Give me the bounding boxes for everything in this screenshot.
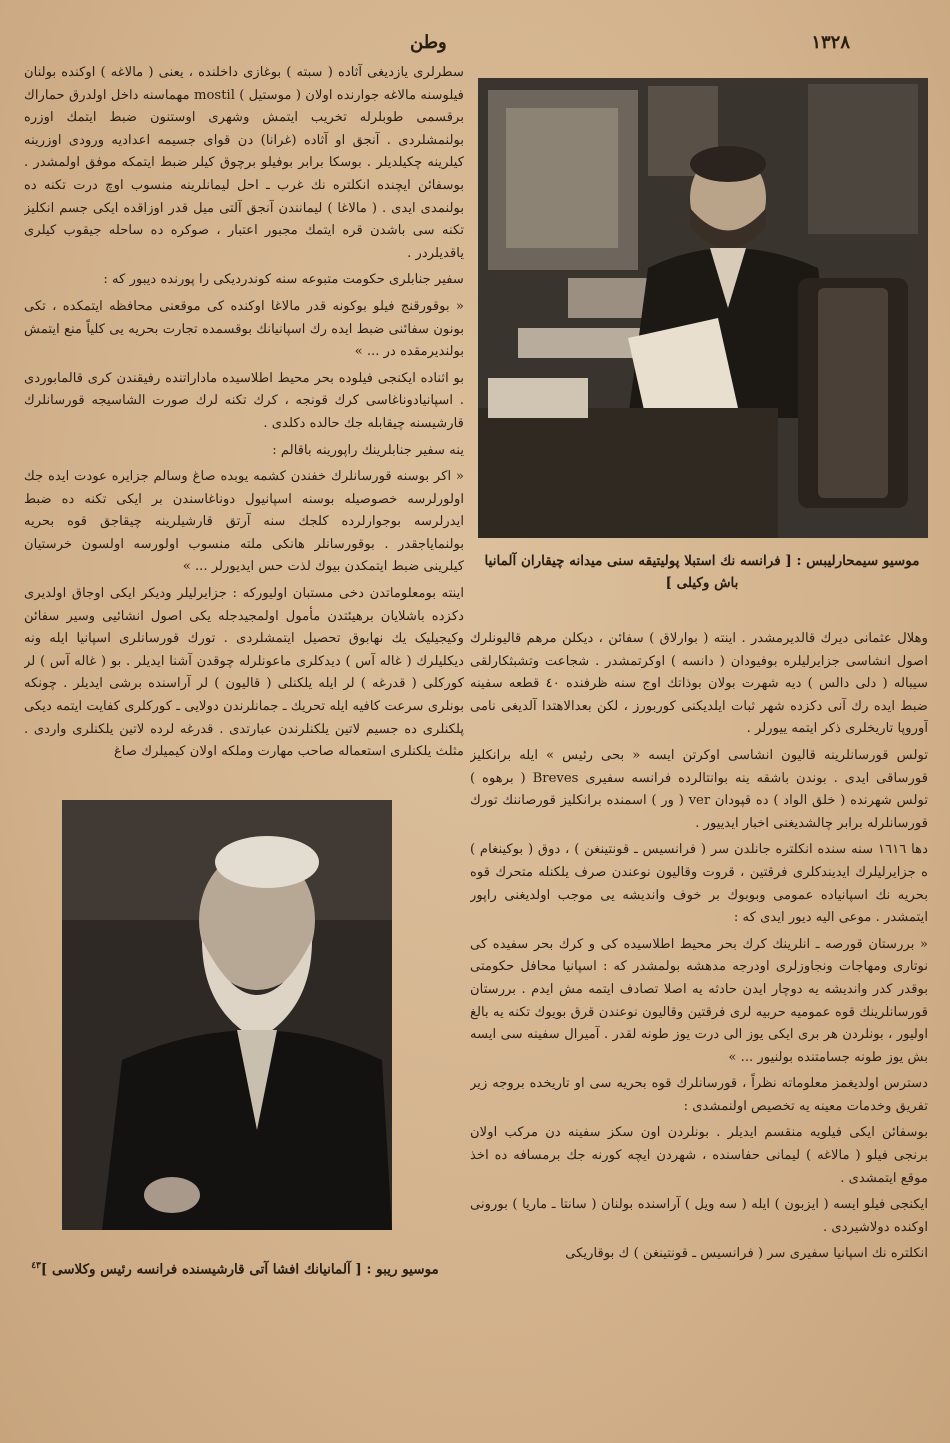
- paragraph: بوسفائن ایکی فیلویه منقسم ایدیلر . بونلردن اون سکز سفینه دن مرکب اولان برنجی فیلو ( مالاغه ) لیمانی حفاسنده ، شهردن ایچه کورنه جك برمسافه ده اخذ موقع ایتمشدی .: [470, 1125, 928, 1186]
- left-column-text: [24, 62, 464, 782]
- paragraph: دسترس اولدیغمز معلوماته نظراً ، قورسانلرك قوه بحریه سی او تاریخده بروجه زیر تفریق وخدمات معینه یه تخصیص اولنمشدی :: [470, 1076, 928, 1114]
- paragraph: « بررستان قورصه ـ انلرینك کرك بحر محیط اطلاسیده کی و کرك بحر سفیده کی نوتاری ومهاجات ونجاوزلری اودرجه مدهشه بولمشدر که : اسپانیا محافل حکومتی بوقدر کدر واندیشه یه دوچار ایدن حادثه یه اصلا تصادف ایتمه مش ایدم . بررستان قورسانلرینك قوه عمومیه حربیه لری فرقتین وقالیون نوعندن قرق بویوك تکنه یه بالغ اولیور ، بونلردن هر بری ایکی یوز الی درت یوز طونه لقدر . آمیرال سفینه سی ایسه بش یوز طونه جسامتنده بولنیور ... »: [470, 936, 928, 1065]
- portrait-photo-prime-minister: [62, 800, 392, 1230]
- paragraph: « اکر بوسنه قورسانلرك خفندن کشمه یوبده صاغ وسالم جزایره عودت ایده جك اولورلرسه خصوصیله بوسنه اسپانیول دوناغاسندن بر ایکی تکنه ده ضبط ایدرلرسه بوجوارلرده کلجك سنه آرتق قارشیلرینه چیقاجق قوه بحریه بولنمایاجقدر . بوقورسانلر هانکی ملته منسوب اولورسه اولسون خرستیان کیلرینی ضبط ایتمکدن بیوك لذت حس ایدیورلر ... »: [24, 469, 464, 575]
- paragraph: سفیر جنابلری حکومت متبوعه سنه کوندردیکی را پورنده دیبور که :: [103, 272, 464, 288]
- page-number: ١٣٢٨: [811, 32, 850, 53]
- paragraph: ینه سفیر جنابلرینك راپورینه باقالم :: [272, 442, 464, 458]
- paragraph: وهلال عثمانی دیرك قالدیرمشدر . اینته ( بوارلاق ) سفائن ، دیکلن مرهم قالیونلرك اصول انشاسی جزایرلیلره بوفیودان ( دانسه ) اوکرتمشدر . شجاعت وتشبثکارلقی سیباله ( دلی دالس ) دیه شهرت بولان بوذاتك اوج سنه ظرفنده ٤٠ قطعه سفینه ضبط ایده رك آنی دکزده شهر ثبات ایلدیکنی کوربورز ، لکن بعدالاهتدا آلدیغی نامی آوروپا تاریخلری ذکر ایتمه ییورلر .: [470, 631, 928, 737]
- photo-illustration: [62, 800, 392, 1230]
- paragraph: « بوقورقنج فیلو بوکونه قدر مالاغا اوکنده کی موقعنی محافظه ایتمکده ، تکی بونون سفائنی ضبط ایده رك اسپانیانك بوقسمده تجارت بحریه یی کلیاً منع ایتمش بولندیرمقده در ... »: [24, 298, 464, 360]
- portrait-photo-chancellor: [478, 78, 928, 538]
- paragraph: ایکنجی فیلو ایسه ( ایزبون ) ایله ( سه ویل ) آراسنده بولنان ( سانتا ـ ماریا ) بورونی اوکنده دولاشیردی .: [470, 1197, 928, 1235]
- photo-caption-prime-minister: [10, 1255, 460, 1281]
- paragraph: بو اثناده ایکنجی فیلوده بحر محیط اطلاسیده ماداراتنده رفیقندن کری قالمابوردی . اسپانیادوناغاسی کرك قونجه ، کرك تکنه لرك صورت الشاسیجه قورسانلرك قارشیسنه چیقابله جك حالده دکلدی .: [24, 370, 464, 431]
- paragraph: تولس قورسانلرینه قالیون انشاسی اوکرتن ایسه « بحی رئیس » ایله برانکلیز قورساقی ایدی . بوندن باشقه ینه بوانتالرده فرانسه سفیری Breves ( برهوه ) تولس شهرنده ( خلق الواد ) ده قپودان ver ( ور ) اسمنده برانکلیز قورصاننك تورك قورسانلرله برابر چالشدیغنی اخبار ایدییور .: [470, 747, 928, 831]
- photo-illustration: [478, 78, 928, 538]
- paragraph: اینته بومعلوماتدن دخی مستبان اولیورکه : جزایرلیلر ودیکر ایکی اوجاق اولدیری دکزده باشلایان برهیئتدن مأمول اولمجیدجله یکی اصول انشائیی وسیر سفائن وکیجیلیک یك نهابوق تحصیل ایتمشلردی . تورك قورسانلری اسپانیا ایله ونه دیکلیلرك ( غاله آس ) دیدکلری ماعونلرله چوقدن آشنا ایدیلر . بو ( غاله آس ) لر کورکلی ( قدرغه ) لر ایله یلکنلی ( قالیون ) لر آراسنده برشی ایدیلر . چونکه بونلری سرعت کافیه ایله تحریك ـ جمانلرندن دولایی ـ کورکلری کفایت ایتمه دیکی پلکنلری ده جسیم لاتین یلکنلرندن عبارتدی . قدرغه لرده لاتین یلکنلری واردی . مثلث یلکنلری استعماله صاحب مهارت وملکه اولان کیمیلرك صاغ: [24, 586, 464, 760]
- paragraph: دها ١٦١٦ سنه سنده انکلتره جانلدن سر ( فرانسیس ـ قونتینغن ) ، دوق ( بوکینغام ) ه جزایرلیلرك ایدیندکلری فرقتین ، قروت وقالیون نوعندن صرف یلکنله متحرك قوه بحریه نك اسپانیاده عمومی وبوبوك بر خوف واندیشه یی موجب اولدیغنی راپور ایتمشدر . موعی الیه دیور ایدی که :: [470, 842, 928, 926]
- caption-text: موسیو ریبو : [ آلمانیانك افشا آتی قارشیسنده فرانسه رئیس وکلاسی ]: [40, 1261, 439, 1278]
- right-column-text: [470, 628, 928, 1423]
- running-title: وطن: [410, 32, 447, 53]
- paragraph: انکلتره نك اسپانیا سفیری سر ( فرانسیس ـ قونتینغن ) ك بوقاریکی: [565, 1246, 928, 1262]
- page-header: [0, 24, 950, 64]
- photo-caption-chancellor: موسیو سیمحارلیبس : [ فرانسه نك استبلا پولیتیقه سنی میدانه چیقاران آلمانیا باش وکیلی ]: [484, 553, 920, 591]
- paragraph: سطرلری یازدیغی آثاده ( سبته ) بوغازی داخلنده ، یعنی ( مالاغه ) اوکنده بولنان فیلوسنه مالاغه جوارنده اولان ( موستیل ) mostil مهماسنه داخل اولدرق حماراك برقسمی طوبلرله تخریب ایتمش وشهری اوستنون ضبط ایتمك اوزره بولنمشلردی . آنجق او آثاده (غرانا) دن قوای جسیمه اعدادیه ورودی اوزرینه کیلرینه چکیلدیلر . بوسکا برابر بوفیلو برچوق کیلر ضبط ایتمکه موفق اولمشدر . بوسفائن ایچنده انکلتره نك غرب ـ احل لیمانلرینه منسوب اوچ درت تکنه ده بولنمدی ایدی . ( مالاغا ) لیمانندن آنجق آلتی میل قدر اوزاقده ایکی جسم انکلیز تکنه سی باشدن قره ایتمك مجبور اعتبار ، صوکره ده ساحله جیقوب کیلری یاقدیلردر .: [24, 65, 464, 261]
- footnote-mark: ٤٣: [31, 1261, 41, 1271]
